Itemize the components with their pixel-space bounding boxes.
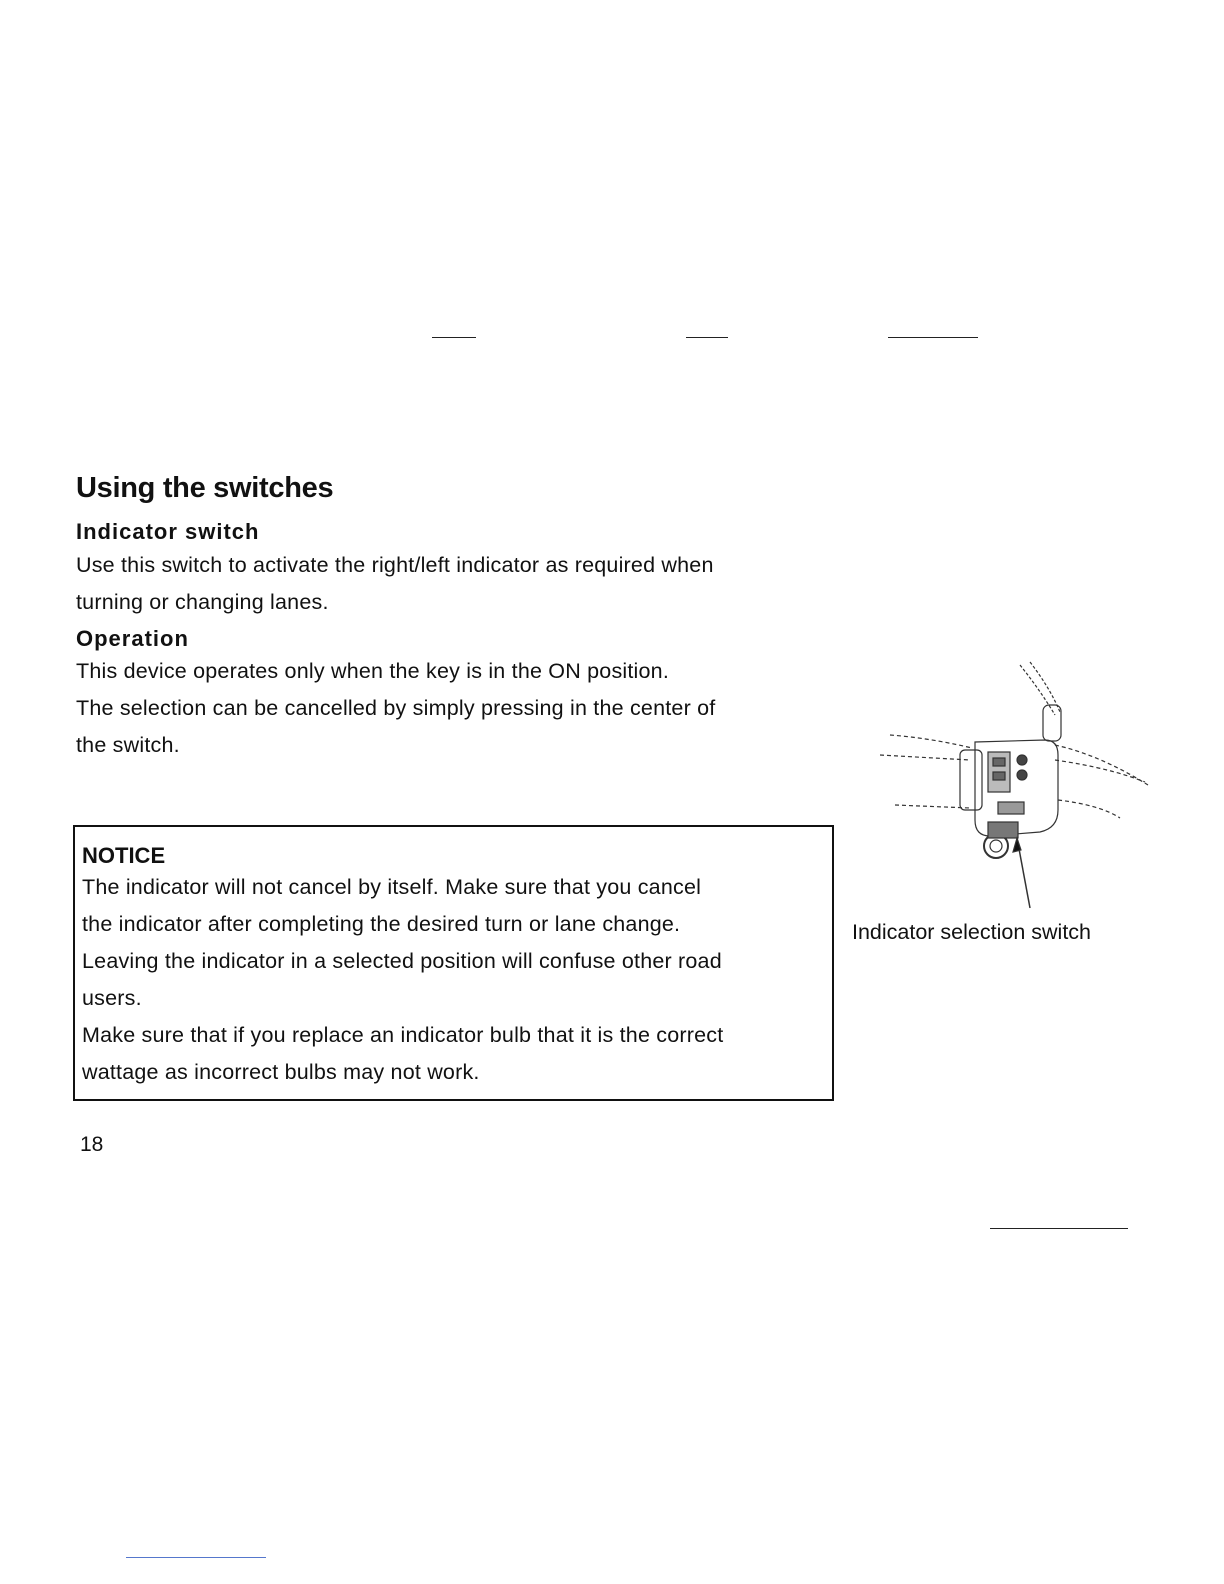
divider-rule [686,337,728,338]
notice-line: Leaving the indicator in a selected position will confuse other road [82,949,722,973]
operation-text [76,653,836,764]
notice-line: wattage as incorrect bulbs may not work. [82,1060,480,1084]
divider-rule [432,337,476,338]
operation-line: the switch. [76,733,180,757]
handlebar-switch-illustration [880,660,1150,910]
description-line: Use this switch to activate the right/left indicator as required when [76,553,714,577]
notice-line: the indicator after completing the desired turn or lane change. [82,912,681,936]
page-number: 18 [80,1133,104,1156]
description-line: turning or changing lanes. [76,590,329,614]
notice-title: NOTICE [82,843,166,868]
operation-heading: Operation [76,626,189,651]
notice-line: Make sure that if you replace an indicator bulb that it is the correct [82,1023,724,1047]
operation-line: This device operates only when the key is in the ON position. [76,659,670,683]
operation-line: The selection can be cancelled by simply pressing in the center of [76,696,716,720]
figure-caption: Indicator selection switch [852,920,1091,944]
section-title: Using the switches [76,472,334,504]
divider-rule [990,1228,1128,1229]
notice-line: The indicator will not cancel by itself. Make sure that you cancel [82,875,702,899]
notice-line: users. [82,986,142,1010]
notice-box [73,825,834,1101]
divider-rule [888,337,978,338]
indicator-switch-description [76,547,836,621]
indicator-switch-heading: Indicator switch [76,519,260,544]
divider-rule [126,1557,266,1558]
notice-text [82,869,822,1091]
